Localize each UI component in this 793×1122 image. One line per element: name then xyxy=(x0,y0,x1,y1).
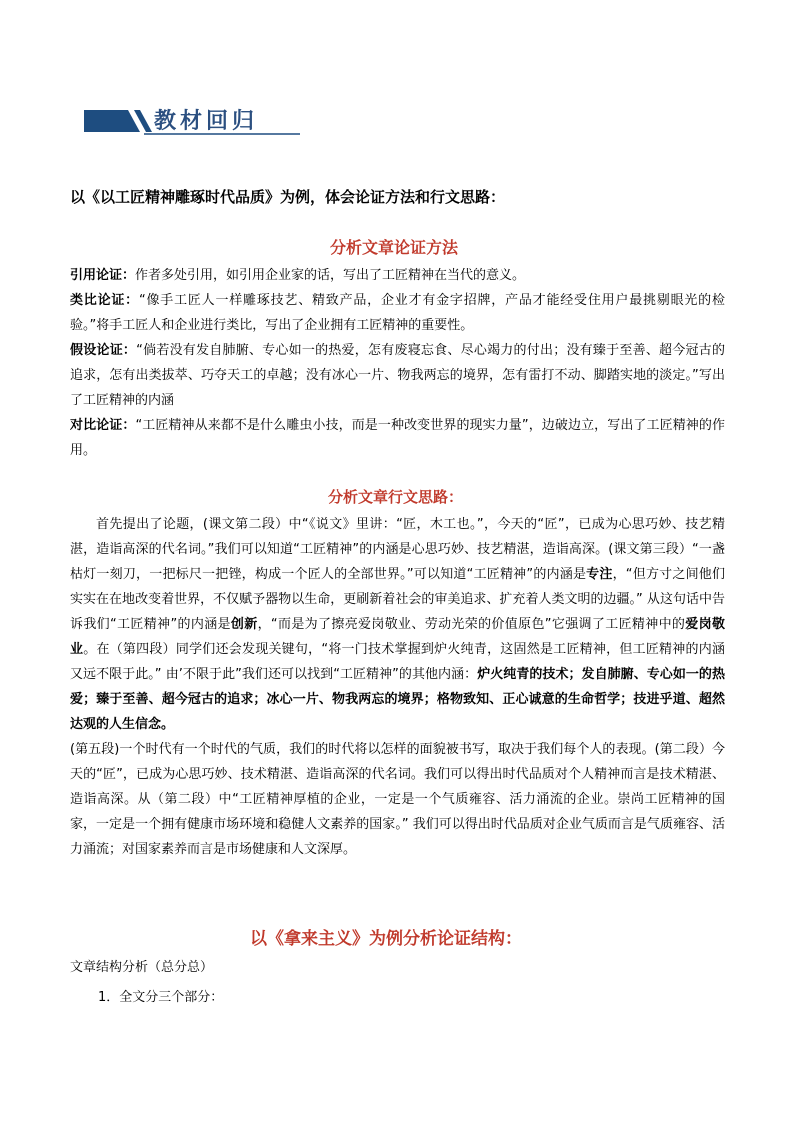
method-item xyxy=(70,338,725,413)
section2-heading: 分析文章行文思路： xyxy=(328,488,464,506)
writing-approach xyxy=(70,512,725,862)
method-text: “倘若没有发自肺腑、专心如一的热爱，怎有废寝忘食、尽心竭力的付出；没有臻于至善、超今冠古的追求，怎有出类拔萃、巧夺天工的卓越；没有冰心一片、物我两忘的境界，怎有雷打不动、脚踏实地的淡定。”写出了工匠精神的内涵 xyxy=(70,343,725,408)
method-label: 引用论证： xyxy=(70,268,136,283)
method-label: 对比论证： xyxy=(70,418,136,433)
structure-item: 1．全文分三个部分： xyxy=(98,990,224,1005)
method-item xyxy=(70,413,725,463)
approach-paragraph-1 xyxy=(70,512,725,737)
text-run: ，“而是为了擦亮爱岗敬业、劳动光荣的价值原色”它强调了工匠精神中的 xyxy=(257,617,686,632)
bold-run: 专注 xyxy=(586,567,613,582)
section3-heading: 以《拿来主义》为例分析论证结构： xyxy=(250,929,522,949)
text-run: 首先提出了论题，(课文第二段）中“《说文》里讲：“匠，木工也。”，今天的“匠”，已成为心思巧妙、技艺精湛，造诣高深的代名词。”我们可以知道“工匠精神”的内涵是心思巧妙、技艺精湛，造诣高深。(课文第三段）“一盏枯灯一刻刀，一把标尺一把锉，构成一个匠人的全部世界。”可以知道“工匠精神”的内涵是 xyxy=(70,517,725,582)
method-item xyxy=(70,263,725,288)
section-banner xyxy=(84,100,300,140)
argument-methods xyxy=(70,263,725,463)
method-label: 假设论证： xyxy=(70,343,137,358)
bold-run: 爱岗敬业 xyxy=(70,617,725,657)
bold-run: 炉火纯青的技术；发自肺腑、专心如一的热爱；臻于至善、超今冠古的追求；冰心一片、物我两忘的境界；格物致知、正心诚意的生命哲学；技进乎道、超然达观的人生信念。 xyxy=(70,667,725,732)
section1-heading: 分析文章论证方法 xyxy=(330,238,459,257)
method-item xyxy=(70,288,725,338)
approach-paragraph-2: (第五段)一个时代有一个时代的气质，我们的时代将以怎样的面貌被书写，取决于我们每个人的表现。(第二段）今天的“匠”，已成为心思巧妙、技术精湛、造诣高深的代名词。我们可以得出时代品质对个人精神而言是技术精湛、造诣高深。从（第二段）中“工匠精神厚植的企业，一定是一个气质雍容、活力涌流的企业。崇尚工匠精神的国家，一定是一个拥有健康市场环境和稳健人文素养的国家。” 我们可以得出时代品质对企业气质而言是气质雍容、活力涌流；对国家素养而言是市场健康和人文深厚。 xyxy=(70,742,725,857)
bold-run: 创新 xyxy=(230,617,258,632)
intro-line: 以《以工匠精神雕琢时代品质》为例，体会论证方法和行文思路： xyxy=(70,188,506,206)
method-label: 类比论证： xyxy=(70,293,139,308)
method-text: “像手工匠人一样雕琢技艺、精致产品，企业才有金字招牌，产品才能经受住用户最挑剔眼光的检验。”将手工匠人和企业进行类比，写出了企业拥有工匠精神的重要性。 xyxy=(70,293,725,333)
structure-line: 文章结构分析（总分总） xyxy=(70,960,214,975)
method-text: 作者多处引用，如引用企业家的话，写出了工匠精神在当代的意义。 xyxy=(135,268,526,283)
banner-title: 教材回归 xyxy=(154,109,259,134)
text-run: 。在（第四段）同学们还会发现关键句，“将一门技术掌握到炉火纯青，这固然是工匠精神，但工匠精神的内涵又远不限于此。” 由’不限于此”我们还可以找到“工匠精神”的其他内涵： xyxy=(70,642,725,682)
text-run: ，“但方寸之间他们实实在在地改变着世界，不仅赋予器物以生命，更刷新着社会的审美追求、扩充着人类文明的边疆。” 从这句话中告诉我们“工匠精神”的内涵是 xyxy=(70,567,725,632)
method-text: “工匠精神从来都不是什么雕虫小技，而是一种改变世界的现实力量”，边破边立，写出了工匠精神的作用。 xyxy=(70,418,725,458)
